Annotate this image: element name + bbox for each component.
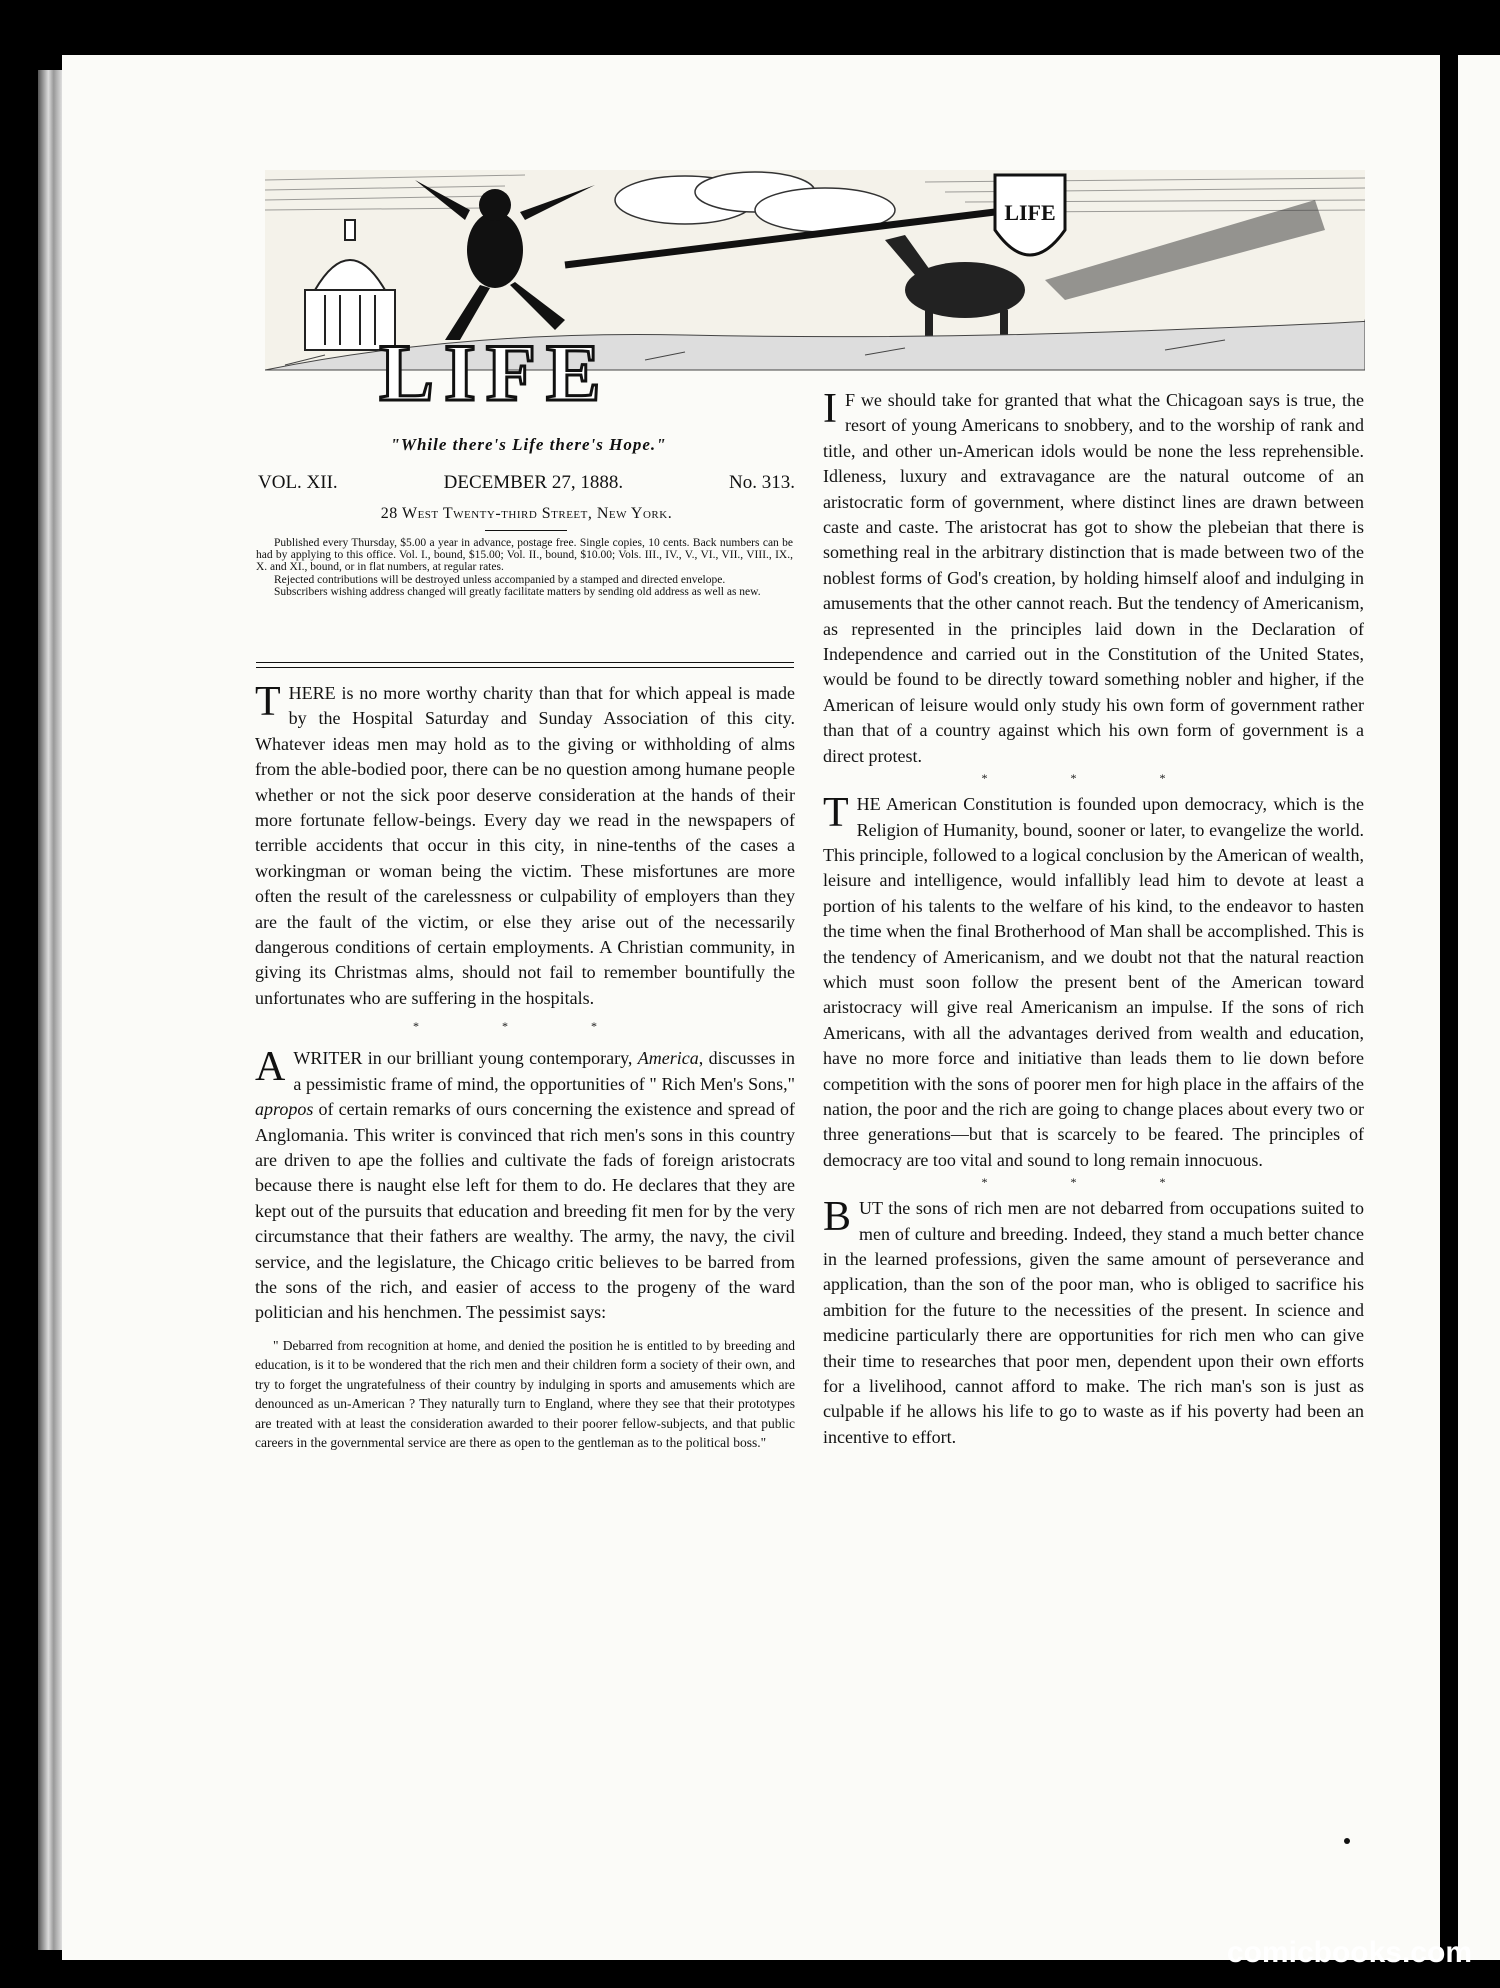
page-mark bbox=[1344, 1838, 1350, 1844]
dropcap: I bbox=[823, 386, 837, 432]
issue-date: DECEMBER 27, 1888. bbox=[443, 472, 624, 493]
volume: VOL. XII. bbox=[258, 472, 338, 493]
address: 28 West Twenty-third Street, New York. bbox=[380, 505, 673, 522]
notice-rejected: Rejected contributions will be destroyed unless accompanied by a stamped and directed envelope. bbox=[274, 573, 726, 586]
article-rich-mens-sons: AWRITER in our brilliant young contemporary, America, discusses in a pessimistic frame of mind, the opportunities of " Rich Men's Sons," apropos of certain remarks of ours concerning the existence and spread of Anglomania. This writer is convinced that rich men's sons in this country are driven to ape the follies and cultivate the fads of foreign aristocrats because there is naught else left for them to do. He declares that they are kept out of the pursuits that education and breeding fit men for by the very circumstance that their fathers are wealthy. The army, the navy, the civil service, and the legislature, the Chicago critic believes to be barred from the sons of the rich, and easier of access to the progeny of the ward politician and his henchmen. The pessimist says: bbox=[255, 1044, 796, 1323]
issue-number: No. 313. bbox=[729, 472, 795, 493]
masthead-title: LIFE bbox=[379, 327, 611, 417]
dropcap: T bbox=[255, 679, 281, 725]
publication-notice bbox=[256, 537, 793, 598]
article-hospital: THERE is no more worthy charity than that for which appeal is made by the Hospital Saturday and Sunday Association of this city. Whatever ideas men may hold as to the giving or withholding of alms from the able-bodied poor, there can be no question among humane people whether or not the sick poor deserve consideration at the hands of their more fortunate fellow-beings. Every day we read in the newspapers of terrible accidents that occur in this city, in nine-tenths of the cases a workingman or woman being the victim. These misfortunes are more often the result of the carelessness or culpability of employers than they are the fault of the victim, or else they arise out of the necessarily dangerous conditions of certain employments. A Christian community, in giving its Christmas alms, should not fail to remember bountifully the unfortunates who are suffering in the hospitals. bbox=[255, 679, 795, 1008]
motto: "While there's Life there's Hope." bbox=[390, 435, 667, 454]
dropcap: T bbox=[823, 790, 849, 837]
notice-subscribers: Subscribers wishing address changed will greatly facilitate matters by sending old address as well as new. bbox=[274, 585, 761, 598]
right-column bbox=[823, 388, 1364, 1450]
issue-line bbox=[258, 472, 795, 494]
dropcap: A bbox=[255, 1044, 286, 1091]
article-professions: BUT the sons of rich men are not debarred from occupations suited to men of culture and breeding. Indeed, they stand a much better chance in the learned professions, given the same amount of perseverance and application, than the son of the poor man, who is obliged to sacrifice his ambition for the future to the necessities of the present. In science and medicine particularly there are opportunities for rich men who can give their time to researches that poor men, dependent upon their own efforts for a livelihood, cannot afford to make. The rich man's son is just as culpable if he allows his life to go to waste as if his poverty had been an incentive to effort. bbox=[823, 1194, 1364, 1447]
dropcap: B bbox=[823, 1194, 852, 1241]
section-stars: * * * bbox=[981, 1175, 1206, 1190]
pessimist-quote: " Debarred from recognition at home, and denied the position he is entitled to by breeding and education, is it to be wondered that the rich men and their children form a society of their own, and try to forget the ungratefulness of their country by indulging in sports and amusements which are denounced as un-American ? They naturally turn to England, where they see that their prototypes are treated with at least the consideration awarded to their poorer fellow-subjects, and that public careers in the governmental service are there as open to the gentleman as to the political boss." bbox=[255, 1337, 795, 1451]
short-rule bbox=[485, 530, 567, 531]
section-stars: * * * bbox=[413, 1019, 637, 1034]
section-stars: * * * bbox=[981, 771, 1206, 786]
watermark: comicbooks.com bbox=[1226, 1936, 1472, 1969]
article-constitution: THE American Constitution is founded upon democracy, which is the Religion of Humanity, bound, sooner or later, to evangelize the world. This principle, followed to a logical conclusion by the American of wealth, leisure and intelligence, would infallibly lead him to devote at least a portion of his talents to the welfare of his kind, to the endeavor to hasten the time when the final Brotherhood of Man shall be accomplished. This is the tendency of Americanism, and we doubt not that the natural reaction which must soon follow the present bent of the American toward aristocracy will give real Americanism an impulse. If the sons of rich Americans, with all the advantages derived from wealth and education, have no more force and initiative than leads them to lie down before competition with the sons of poorer men for high place in the affairs of the nation, the poor and the rich are going to change places about every two or three generations—but that is scarcely to be feared. The principles of democracy are too vital and sound to long remain innocuous. bbox=[823, 790, 1364, 1170]
article-chicagoan: I F we should take for granted that what the Chicagoan says is true, the resort of young Americans to snobbery, and to the worship of rank and title, and other un-American idols would be none the less reprehensible. Idleness, luxury and extravagance are the natural outcome of an aristocratic form of government, where distinct lines are drawn between caste and caste. The aristocrat has got to show the plebeian that there is something real in the arbitrary distinction that is made between two of the noblest forms of God's creation, by holding himself aloof and indulging in amusements that the other cannot reach. But the tendency of Americanism, as represented in the principles laid down in the Declaration of Independence and carried out in the Constitution of the United States, would be found to be directly toward something nobler and higher, if the American of leisure would only study his own form of government rather than that of a country against which his own form of government is a direct protest. bbox=[823, 386, 1364, 766]
notice-publication: Published every Thursday, $5.00 a year in advance, postage free. Single copies, 10 cents. Back numbers can be had by applying to this office. Vol. I., bound, $15.00; Vol. II., bound, $10.00; Vols. III., IV., V., VI., VII., VIII., IX., X. and XI., bound, or in flat numbers, at regular rates. bbox=[256, 537, 793, 574]
facing-page-edge bbox=[1455, 55, 1500, 1960]
left-column bbox=[255, 681, 795, 1453]
page-edge bbox=[38, 70, 64, 1950]
shield-text: LIFE bbox=[1004, 200, 1056, 225]
double-rule bbox=[256, 662, 794, 668]
masthead-illustration bbox=[265, 170, 1365, 417]
